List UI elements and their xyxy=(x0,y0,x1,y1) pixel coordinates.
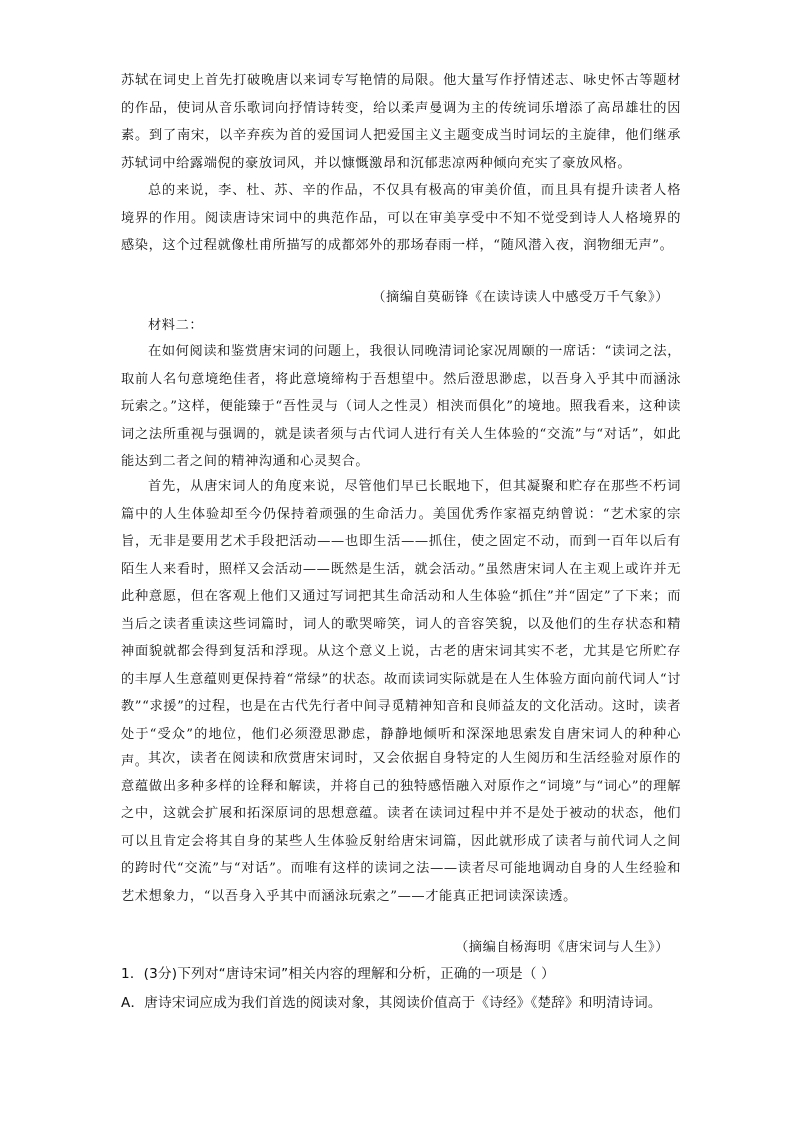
material1-source: （摘编自莫砺锋《在读诗读人中感受万千气象》） xyxy=(372,290,669,305)
material2-label: 材料二： xyxy=(148,318,204,333)
material1-paragraph-1: 苏轼在词史上首先打破晚唐以来词专写艳情的局限。他大量写作抒情述志、咏史怀古等题材的作品，使词从音乐歌词向抒情诗转变，给以柔声曼调为主的传统词乐增添了高昂雄壮的因素。到了南宋，以辛弃疾为首的爱国词人把爱国主义主题变成当时词坛的主旋律，他们继承苏轼词中给露端倪的豪放词风，并以慷慨激昂和沉郁悲凉两种倾向充实了豪放风格。 xyxy=(121,73,681,171)
material1-paragraph-2: 总的来说，李、杜、苏、辛的作品，不仅具有极高的审美价值，而且具有提升读者人格境界的作用。阅读唐诗宋词中的典范作品，可以在审美享受中不知不觉受到诗人人格境界的感染，这个过程就像杜甫所描写的成都郊外的那场春雨一样，“随风潜入夜，润物细无声”。 xyxy=(121,183,681,253)
material2-paragraph-3: 其次，读者在阅读和欣赏唐宋词时，又会依据自身特定的人生阅历和生活经验对原作的意蕴做出多种多样的诠释和解读，并将自己的独特感悟融入对原作之“词境”与“词心”的理解之中，这就会扩展和拓深原词的思想意蕴。读者在读词过程中并不是处于被动的状态，他们可以且肯定会将其自身的某些人生体验反射给唐宋词篇，因此就形成了读者与前代词人之间的跨时代“交流”与“对话”。而唯有这样的读词之法——读者尽可能地调动自身的人生经验和艺术想象力，“以吾身入乎其中而涵泳玩索之”——才能真正把词读深读透。 xyxy=(121,751,681,904)
material2-paragraph-1: 在如何阅读和鉴赏唐宋词的问题上，我很认同晚清词论家况周颐的一席话：“读词之法，取前人名句意境绝佳者，将此意境缔构于吾想望中。然后澄思渺虑，以吾身入乎其中而涵泳玩索之。”这样，便能臻于“吾性灵与（词人之性灵）相浃而俱化”的境地。照我看来，这种读词之法所重视与强调的，就是读者须与古代词人进行有关人生体验的“交流”与“对话”，如此能达到二者之间的精神沟通和心灵契合。 xyxy=(121,344,681,469)
question-1-stem: 1．(3分)下列对“唐诗宋词”相关内容的理解和分析，正确的一项是（ ） xyxy=(121,966,555,982)
question-1-option-a: A．唐诗宋词应成为我们首选的阅读对象，其阅读价值高于《诗经》《楚辞》和明清诗词。 xyxy=(121,995,662,1011)
material2-source: （摘编自杨海明《唐宋词与人生》） xyxy=(455,940,669,955)
material2-paragraph-2: 首先，从唐宋词人的角度来说，尽管他们早已长眠地下，但其凝聚和贮存在那些不朽词篇中的人生体验却至今仍保持着顽强的生命活力。美国优秀作家福克纳曾说：“艺术家的宗旨，无非是要用艺术手段把活动——也即生活——抓住，使之固定不动，而到一百年以后有陌生人来看时，照样又会活动——既然是生活，就会活动。”虽然唐宋词人在主观上或许并无此种意愿，但在客观上他们又通过写词把其生命活动和人生体验“抓住”并“固定”了下来；而当后之读者重读这些词篇时，词人的歌哭啼笑，词人的音容笑貌，以及他们的生存状态和精神面貌就都会得到复活和浮现。从这个意义上说，古老的唐宋词其实不老，尤其是它所贮存的丰厚人生意蕴则更保持着“常绿”的状态。故而读词实际就是在人生体验方面向前代词人“讨教”“求援”的过程，也是在古代先行者中间寻觅精神知音和良师益友的文化活动。这时，读者处于“受众”的地位，他们必须澄思渺虑，静静地倾听和深深地思索发自唐宋词人的种种心声。 xyxy=(121,479,681,769)
